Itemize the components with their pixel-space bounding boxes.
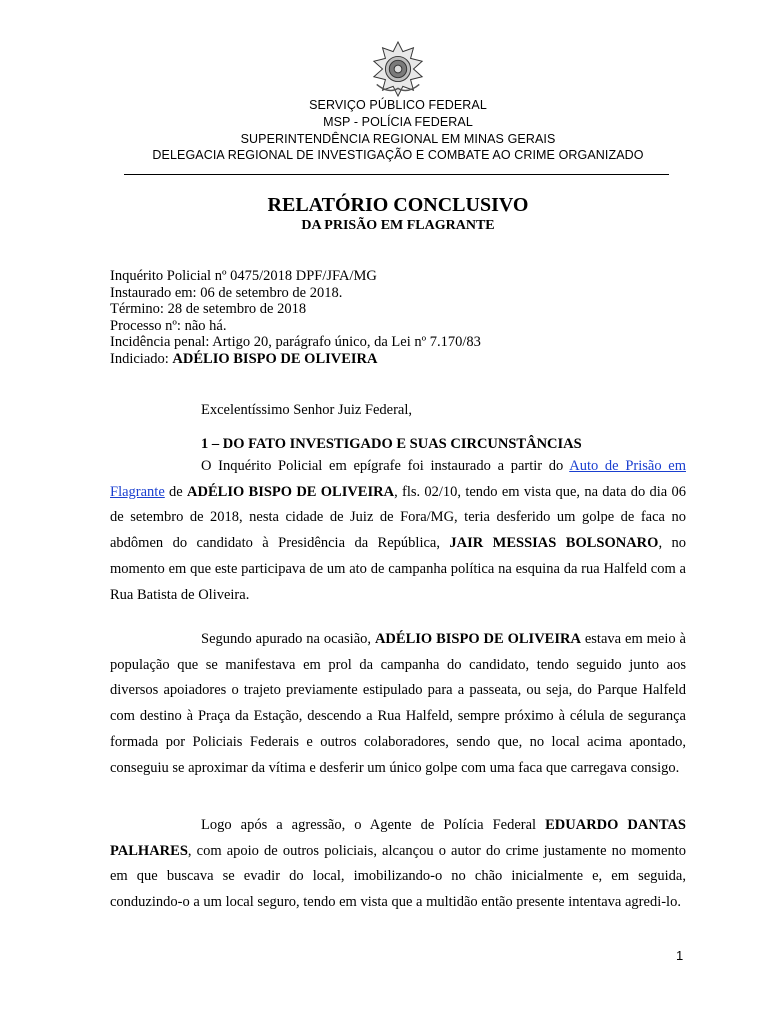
salutation: Excelentíssimo Senhor Juiz Federal,	[201, 402, 413, 418]
meta-incidencia: Incidência penal: Artigo 20, parágrafo único, da Lei nº 7.170/83	[110, 334, 481, 351]
meta-processo: Processo nº: não há.	[110, 317, 227, 334]
p1-name-jair: JAIR MESSIAS BOLSONARO	[449, 535, 659, 552]
header-line-ministry: MSP - POLÍCIA FEDERAL	[323, 115, 473, 129]
meta-indiciado	[110, 351, 481, 368]
meta-instaurado: Instaurado em: 06 de setembro de 2018.	[110, 284, 343, 301]
p3-text-a: Logo após a agressão, o Agente de Polícia Federal	[201, 817, 546, 833]
p1-text-b: de	[164, 483, 188, 500]
coat-of-arms-icon	[369, 40, 427, 98]
p1-text-c: , fls. 02/10, tendo em vista que, na data do dia 06 de setembro de 2018, nesta cidade de Juiz de Fora/MG, teria desferido um golpe de faca no abdômen do candidato à Presidência da República,	[110, 483, 687, 552]
paragraph-2	[110, 627, 686, 781]
header-line-service: SERVIÇO PÚBLICO FEDERAL	[309, 98, 487, 112]
p3-name-eduardo: EDUARDO DANTAS PALHARES	[110, 817, 686, 859]
header-divider	[124, 174, 669, 175]
page-number: 1	[676, 948, 684, 963]
meta-indiciado-name: ADÉLIO BISPO DE OLIVEIRA	[172, 350, 378, 367]
section-title: 1 – DO FATO INVESTIGADO E SUAS CIRCUNSTÂNCIAS	[201, 436, 582, 452]
header-line-superintendency: SUPERINTENDÊNCIA REGIONAL EM MINAS GERAIS	[240, 132, 556, 146]
paragraph-3	[110, 813, 686, 916]
header-line-delegacy: DELEGACIA REGIONAL DE INVESTIGAÇÃO E COMBATE AO CRIME ORGANIZADO	[152, 148, 644, 162]
p2-text-a: Segundo apurado na ocasião,	[201, 631, 375, 647]
meta-inquerito: Inquérito Policial nº 0475/2018 DPF/JFA/MG	[110, 268, 377, 284]
case-metadata	[110, 268, 481, 368]
meta-termino: Término: 28 de setembro de 2018	[110, 301, 307, 318]
report-subtitle: DA PRISÃO EM FLAGRANTE	[301, 218, 495, 233]
p3-text-b: , com apoio de outros policiais, alcançou o autor do crime justamente no momento em que buscava se evadir do local, imobilizando-o no chão inicialmente e, em seguida, conduzindo-o a um local seguro, tendo em vista que a multidão então presente intentava agredi-lo.	[110, 842, 686, 911]
paragraph-1	[110, 454, 686, 608]
auto-prisao-link[interactable]: Auto de Prisão em Flagrante	[110, 458, 686, 500]
report-title: RELATÓRIO CONCLUSIVO	[267, 194, 529, 216]
p1-text-d: , no momento em que este participava de um ato de campanha política na esquina da rua Halfeld com a Rua Batista de Oliveira.	[110, 535, 686, 603]
p1-text-a: O Inquérito Policial em epígrafe foi instaurado a partir do	[201, 458, 570, 474]
meta-indiciado-label: Indiciado:	[110, 350, 173, 367]
p1-name-adelio: ADÉLIO BISPO DE OLIVEIRA	[187, 483, 395, 500]
p2-name-adelio: ADÉLIO BISPO DE OLIVEIRA	[374, 631, 581, 647]
p2-text-b: estava em meio à população que se manifestava em prol da campanha do candidato, tendo seguido junto aos diversos apoiadores o trajeto previamente estipulado para a passeata, ou seja, do Parque Halfeld com destino à Praça da Estação, descendo a Rua Halfeld, sempre próximo à célula de segurança formada por Policiais Federais e outros colaboradores, sendo que, no local acima apontado, conseguiu se aproximar da vítima e desferir um único golpe com uma faca que carregava consigo.	[110, 631, 686, 776]
